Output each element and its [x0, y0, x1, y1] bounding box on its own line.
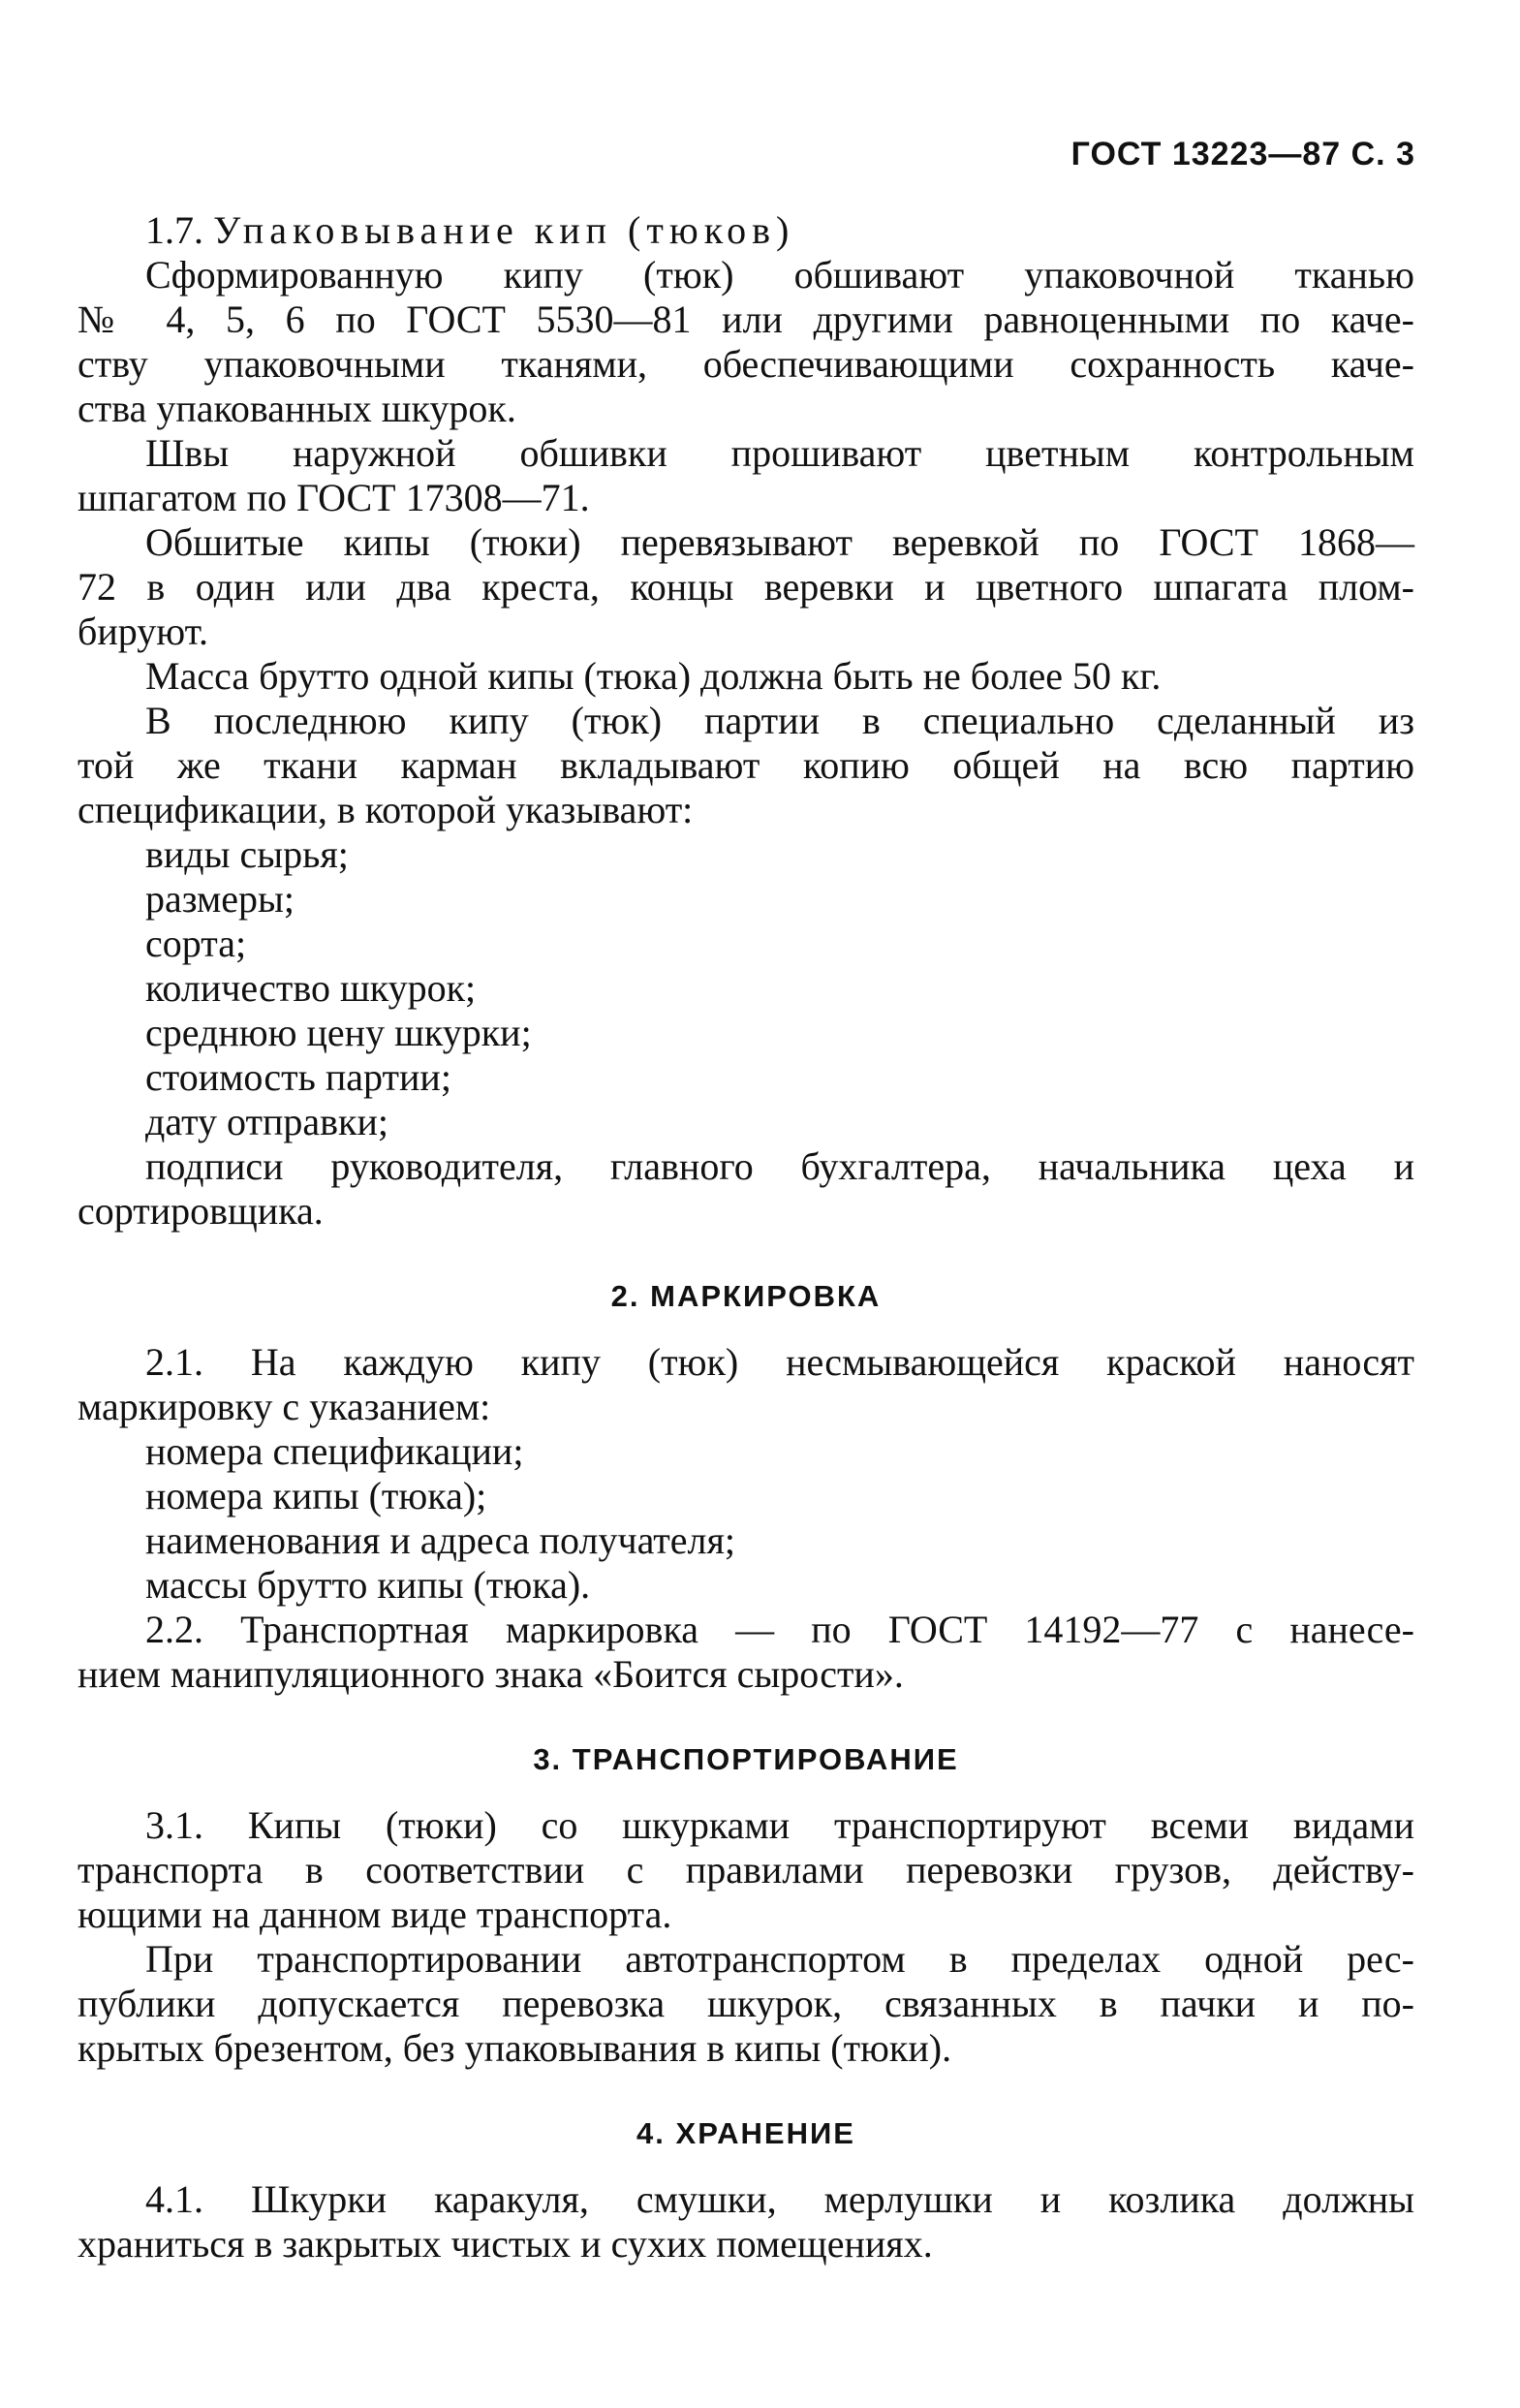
- paragraph-line: подписи руководителя, главного бухгалтера, начальника цеха и: [145, 1144, 1414, 1188]
- paragraph-line: храниться в закрытых чистых и сухих помещениях.: [78, 2222, 933, 2266]
- paragraph-line: нием манипуляционного знака «Боится сырости».: [78, 1652, 904, 1696]
- paragraph-line: Швы наружной обшивки прошивают цветным контрольным: [145, 431, 1414, 475]
- paragraph-line: бируют.: [78, 610, 209, 653]
- paragraph-line: публики допускается перевозка шкурок, связанных в пачки и по-: [78, 1982, 1414, 2025]
- paragraph-line: крытых брезентом, без упаковывания в кипы (тюки).: [78, 2026, 952, 2070]
- paragraph-line: При транспортировании автотранспортом в пределах одной рес-: [145, 1937, 1414, 1981]
- section-heading-transport: 3. ТРАНСПОРТИРОВАНИЕ: [533, 1742, 959, 1776]
- paragraph-line: той же ткани карман вкладывают копию общей на всю партию: [78, 743, 1414, 787]
- paragraph-line: ству упаковочными тканями, обеспечивающими сохранность каче-: [78, 342, 1414, 386]
- paragraph-line: 2.2. Транспортная маркировка — по ГОСТ 14192—77 с нанесе-: [145, 1608, 1414, 1651]
- paragraph-line: транспорта в соответствии с правилами перевозки грузов, действу-: [78, 1848, 1414, 1892]
- paragraph-line: 72 в один или два креста, концы веревки и цветного шпагата плом-: [78, 565, 1414, 609]
- page-header: ГОСТ 13223—87 С. 3: [1070, 136, 1415, 172]
- list-item: виды сырья;: [145, 832, 349, 876]
- list-item: стоимость партии;: [145, 1055, 451, 1099]
- paragraph-line: шпагатом по ГОСТ 17308—71.: [78, 476, 590, 519]
- paragraph-line: 3.1. Кипы (тюки) со шкурками транспортируют всеми видами: [145, 1803, 1414, 1847]
- paragraph-line: Сформированную кипу (тюк) обшивают упаковочной тканью: [145, 253, 1414, 297]
- paragraph-line: Масса брутто одной кипы (тюка) должна быть не более 50 кг.: [145, 654, 1162, 698]
- list-item: количество шкурок;: [145, 966, 477, 1010]
- section-heading-marking: 2. МАРКИРОВКА: [610, 1279, 882, 1313]
- list-item: номера спецификации;: [145, 1429, 524, 1473]
- paragraph-line: маркировку с указанием:: [78, 1385, 491, 1428]
- list-item: наименования и адреса получателя;: [145, 1518, 736, 1562]
- paragraph-line: ющими на данном виде транспорта.: [78, 1892, 672, 1936]
- paragraph-line: Обшитые кипы (тюки) перевязывают веревкой по ГОСТ 1868—: [145, 520, 1414, 564]
- document-body: [78, 208, 1414, 2267]
- list-item: среднюю цену шкурки;: [145, 1011, 532, 1054]
- list-item: размеры;: [145, 877, 295, 921]
- list-item: массы брутто кипы (тюка).: [145, 1563, 591, 1607]
- list-item: сорта;: [145, 922, 247, 965]
- paragraph-line: 4.1. Шкурки каракуля, смушки, мерлушки и козлика должны: [145, 2177, 1414, 2221]
- paragraph-line: сортировщика.: [78, 1189, 324, 1233]
- paragraph-line: 2.1. На каждую кипу (тюк) несмывающейся краской наносят: [145, 1340, 1414, 1384]
- list-item: номера кипы (тюка);: [145, 1474, 487, 1517]
- section-1-7-title: 1.7. Упаковывание кип (тюков): [145, 208, 795, 252]
- list-item: дату отправки;: [145, 1100, 388, 1143]
- paragraph-line: спецификации, в которой указывают:: [78, 788, 694, 831]
- paragraph-line: ства упакованных шкурок.: [78, 387, 516, 430]
- paragraph-line: № 4, 5, 6 по ГОСТ 5530—81 или другими равноценными по каче-: [78, 297, 1414, 341]
- paragraph-line: В последнюю кипу (тюк) партии в специально сделанный из: [145, 699, 1414, 742]
- section-heading-storage: 4. ХРАНЕНИЕ: [636, 2116, 855, 2150]
